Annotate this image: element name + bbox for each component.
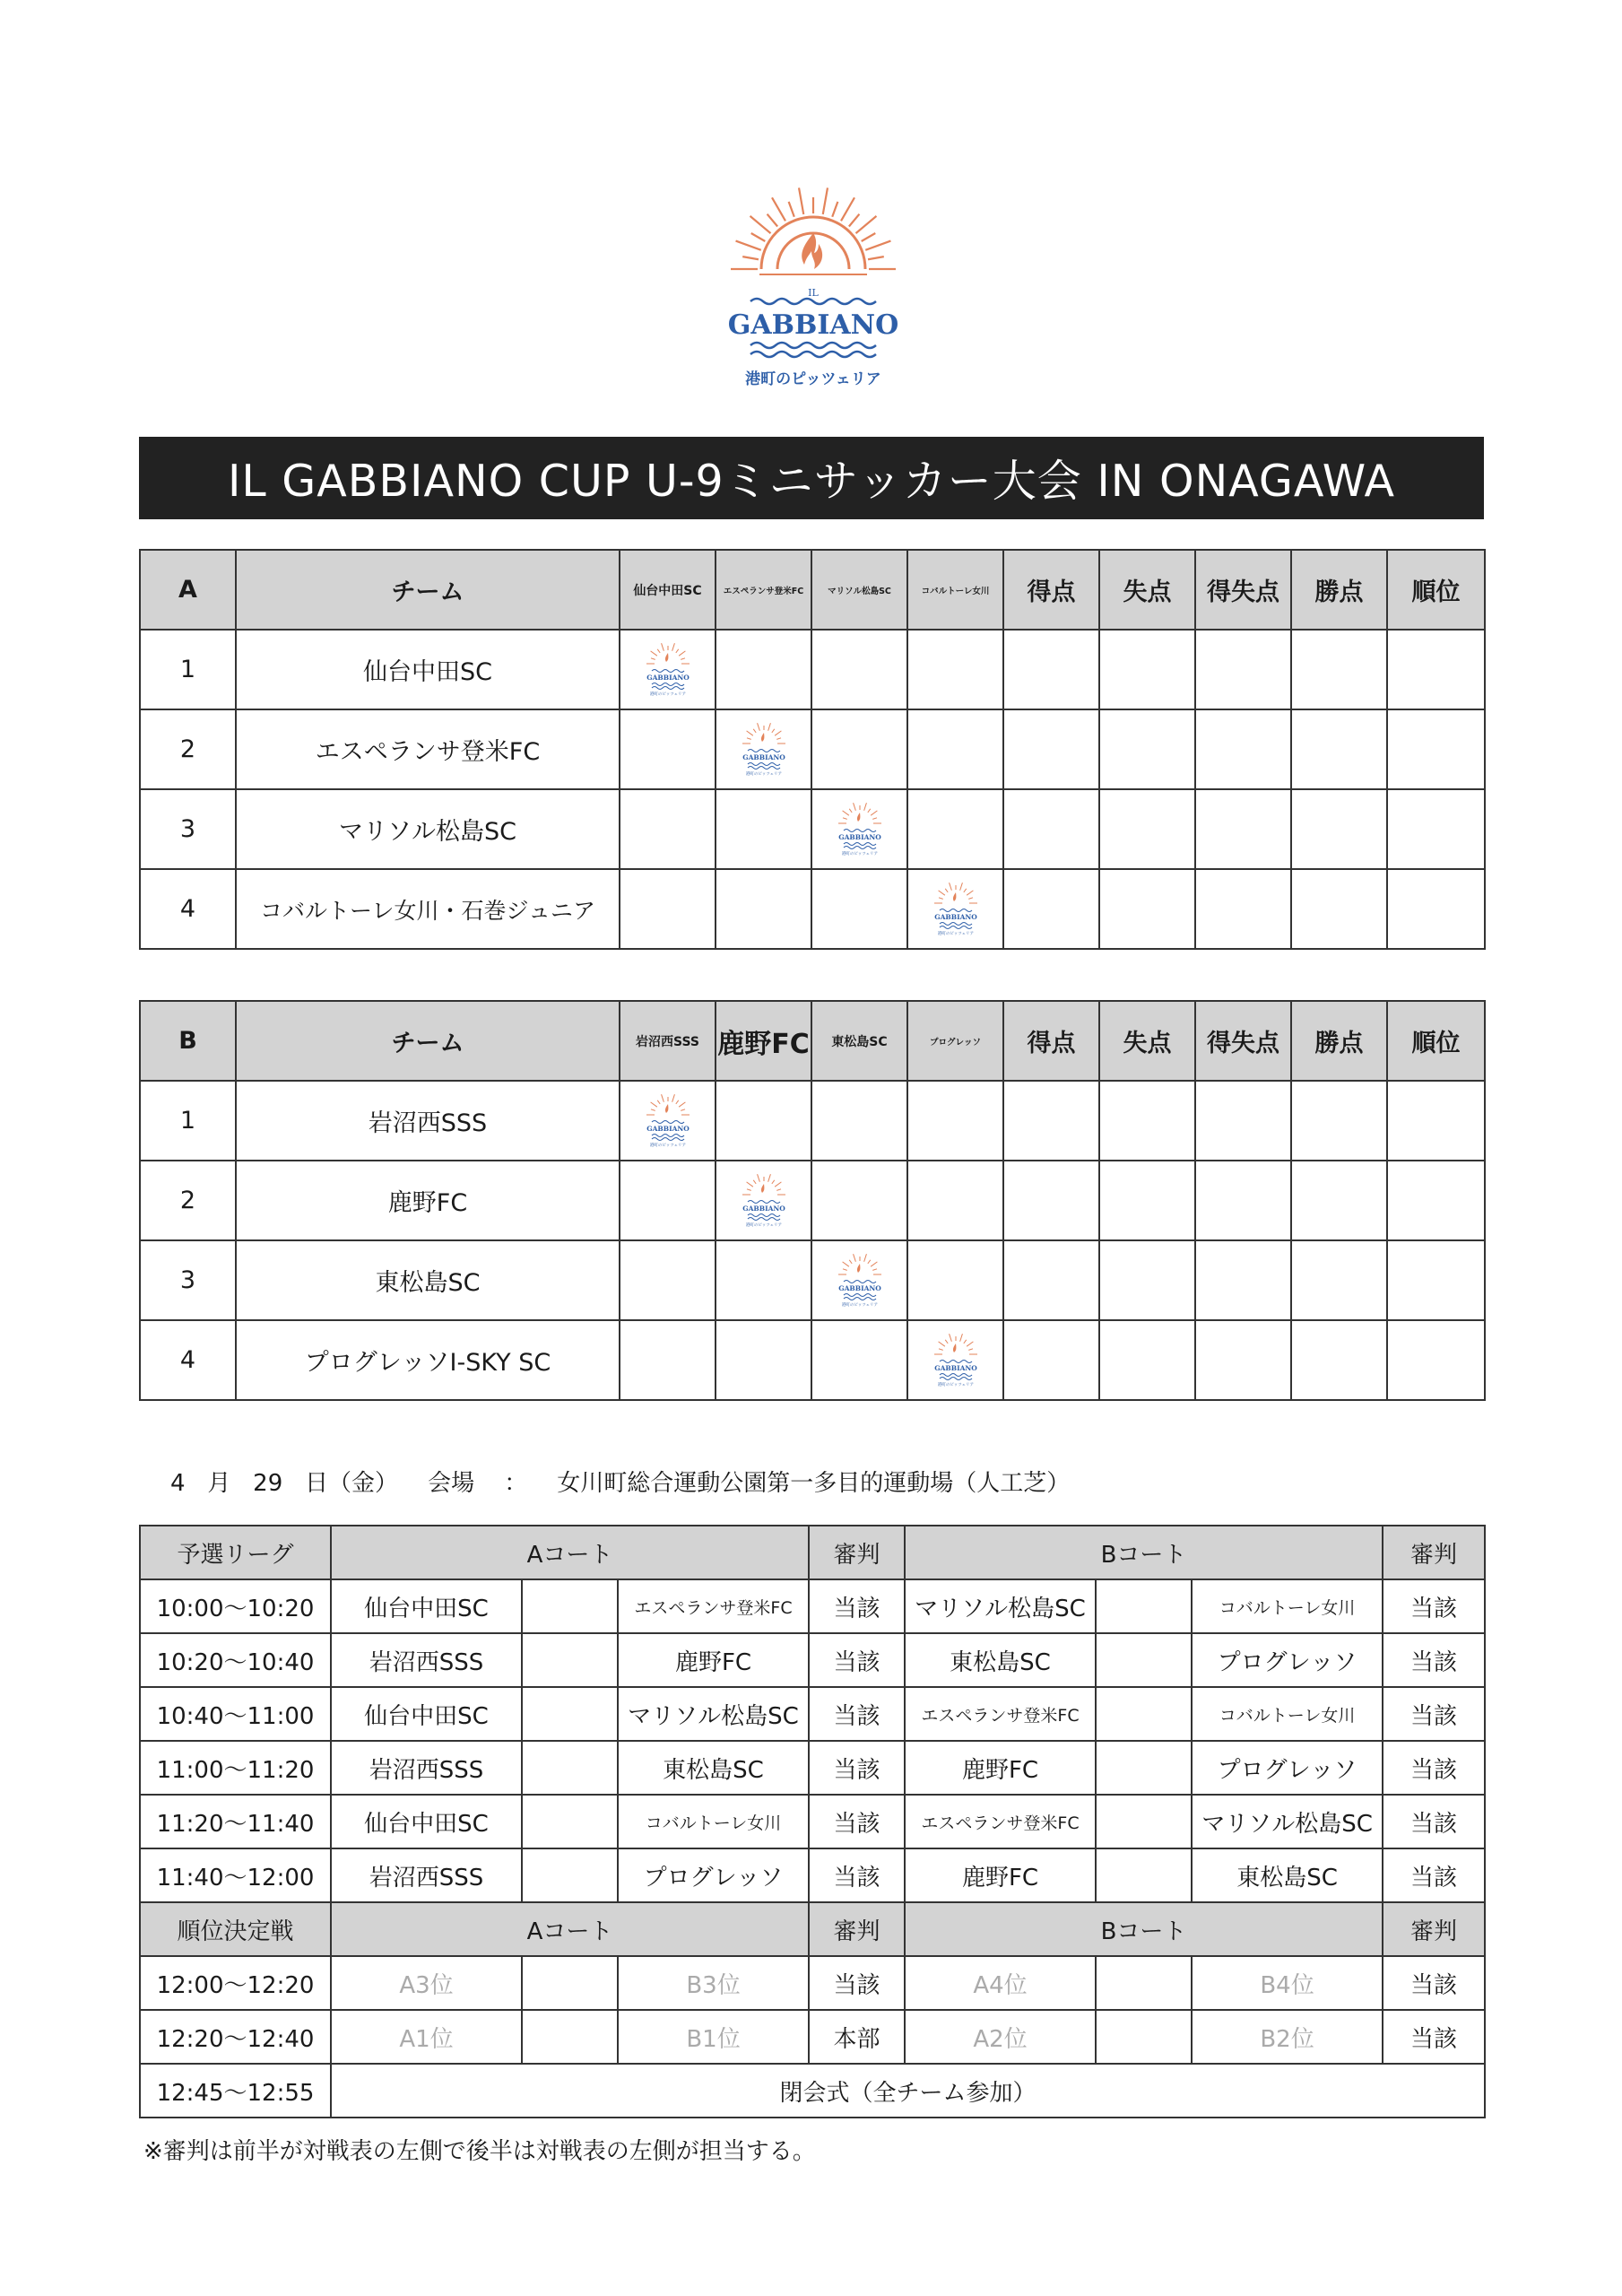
court-b-referee: 当該 <box>1383 1633 1485 1687</box>
result-cell <box>811 1161 907 1240</box>
self-match-cell <box>716 1161 811 1240</box>
court-b-team-1: マリソル松島SC <box>905 1579 1096 1633</box>
vs-header: コバルトーレ女川 <box>907 550 1003 630</box>
stat-cell <box>1195 869 1291 949</box>
gabbiano-mini-logo <box>643 1091 693 1151</box>
gabbiano-mini-logo <box>931 1331 981 1390</box>
team-column-header: チーム <box>236 1001 620 1081</box>
svg-text:GABBIANO: GABBIANO <box>646 673 690 682</box>
vs-header: 岩沼西SSS <box>620 1001 716 1081</box>
table-row <box>140 789 1485 869</box>
court-a-referee: 当該 <box>809 1741 905 1795</box>
referee-note: ※審判は前半が対戦表の左側で後半は対戦表の左側が担当する。 <box>143 2138 816 2165</box>
match-time: 11:40～12:00 <box>140 1848 331 1902</box>
court-a-team-2: コバルトーレ女川 <box>618 1795 809 1848</box>
match-time: 10:20～10:40 <box>140 1633 331 1687</box>
court-a-referee: 当該 <box>809 1848 905 1902</box>
court-b-team-2: プログレッソ <box>1192 1633 1383 1687</box>
team-column-header: チーム <box>236 550 620 630</box>
result-cell <box>811 1320 907 1400</box>
match-time: 12:20～12:40 <box>140 2010 331 2064</box>
court-a-team-1: 岩沼西SSS <box>331 1741 522 1795</box>
flame-icon <box>802 233 822 269</box>
team-name: 岩沼西SSS <box>236 1081 620 1161</box>
court-a-team-2: 鹿野FC <box>618 1633 809 1687</box>
row-number: 2 <box>140 1161 236 1240</box>
svg-text:GABBIANO: GABBIANO <box>742 752 785 761</box>
svg-text:GABBIANO: GABBIANO <box>837 832 881 841</box>
stat-cell <box>1195 1161 1291 1240</box>
stat-cell <box>1291 709 1387 789</box>
result-cell <box>907 1161 1003 1240</box>
table-row <box>140 709 1485 789</box>
row-number: 3 <box>140 1240 236 1320</box>
result-cell <box>620 1161 716 1240</box>
score-cell <box>522 1633 618 1687</box>
svg-text:港町のピッツェリア: 港町のピッツェリア <box>745 771 782 777</box>
match-row <box>140 1687 1485 1741</box>
score-cell <box>1096 1579 1192 1633</box>
match-row <box>140 2010 1485 2064</box>
court-b-team-2: マリソル松島SC <box>1192 1795 1383 1848</box>
match-time: 12:45～12:55 <box>140 2064 331 2118</box>
result-cell <box>716 869 811 949</box>
score-cell <box>1096 2010 1192 2064</box>
stat-cell <box>1003 869 1099 949</box>
table-header-row <box>140 550 1485 630</box>
result-cell <box>620 709 716 789</box>
score-cell <box>522 1741 618 1795</box>
vs-header: 仙台中田SC <box>620 550 716 630</box>
stat-cell <box>1003 1320 1099 1400</box>
court-b-team-2: コバルトーレ女川 <box>1192 1687 1383 1741</box>
result-cell <box>716 1081 811 1161</box>
svg-text:港町のピッツェリア: 港町のピッツェリア <box>937 931 974 936</box>
gabbiano-mini-logo <box>931 880 981 939</box>
stat-header: 得点 <box>1003 550 1099 630</box>
team-name: エスペランサ登米FC <box>236 709 620 789</box>
section-label: 予選リーグ <box>140 1526 331 1579</box>
self-match-cell <box>811 1240 907 1320</box>
court-b-team-1: エスペランサ登米FC <box>905 1795 1096 1848</box>
stat-cell <box>1387 1161 1485 1240</box>
result-cell <box>811 630 907 709</box>
court-a-referee: 当該 <box>809 1795 905 1848</box>
closing-row <box>140 2064 1485 2118</box>
score-cell <box>1096 1633 1192 1687</box>
svg-text:GABBIANO: GABBIANO <box>933 912 977 921</box>
stat-cell <box>1195 1240 1291 1320</box>
stat-header: 失点 <box>1099 1001 1195 1081</box>
stat-cell <box>1387 1081 1485 1161</box>
result-cell <box>620 789 716 869</box>
vs-header: エスペランサ登米FC <box>716 550 811 630</box>
court-b-team-1: A4位 <box>905 1956 1096 2010</box>
court-b-referee: 当該 <box>1383 1579 1485 1633</box>
court-b-team-2: プログレッソ <box>1192 1741 1383 1795</box>
gabbiano-logo <box>706 179 921 413</box>
court-a-team-2: マリソル松島SC <box>618 1687 809 1741</box>
svg-text:GABBIANO: GABBIANO <box>646 1124 690 1133</box>
stat-cell <box>1099 869 1195 949</box>
court-b-team-2: 東松島SC <box>1192 1848 1383 1902</box>
gabbiano-mini-logo <box>835 800 885 859</box>
court-b-team-1: エスペランサ登米FC <box>905 1687 1096 1741</box>
score-cell <box>1096 1956 1192 2010</box>
event-month: 4 <box>170 1470 186 1497</box>
stat-cell <box>1099 630 1195 709</box>
stat-cell <box>1099 709 1195 789</box>
court-b-team-1: 鹿野FC <box>905 1848 1096 1902</box>
result-cell <box>907 630 1003 709</box>
court-a-referee: 当該 <box>809 1687 905 1741</box>
court-b-team-1: 鹿野FC <box>905 1741 1096 1795</box>
row-number: 1 <box>140 630 236 709</box>
stat-cell <box>1003 1081 1099 1161</box>
group-a-table <box>139 549 1486 950</box>
stat-cell <box>1291 1320 1387 1400</box>
stat-cell <box>1099 1161 1195 1240</box>
result-cell <box>716 789 811 869</box>
result-cell <box>907 789 1003 869</box>
stat-cell <box>1291 1161 1387 1240</box>
match-row <box>140 1956 1485 2010</box>
svg-text:GABBIANO: GABBIANO <box>742 1204 785 1213</box>
court-a-team-1: 仙台中田SC <box>331 1795 522 1848</box>
stat-header: 失点 <box>1099 550 1195 630</box>
stat-cell <box>1291 1240 1387 1320</box>
venue-label: 会場 <box>428 1470 475 1497</box>
result-cell <box>811 709 907 789</box>
score-cell <box>1096 1795 1192 1848</box>
court-a-team-1: 仙台中田SC <box>331 1579 522 1633</box>
closing-ceremony: 閉会式（全チーム参加） <box>331 2064 1485 2118</box>
court-b-referee: 当該 <box>1383 1795 1485 1848</box>
court-a-team-2: B1位 <box>618 2010 809 2064</box>
court-b-team-2: コバルトーレ女川 <box>1192 1579 1383 1633</box>
score-cell <box>522 1579 618 1633</box>
court-a-team-1: A1位 <box>331 2010 522 2064</box>
court-a-referee: 本部 <box>809 2010 905 2064</box>
stat-cell <box>1387 789 1485 869</box>
team-name: コバルトーレ女川・石巻ジュニア <box>236 869 620 949</box>
svg-text:GABBIANO: GABBIANO <box>727 309 899 341</box>
table-row <box>140 869 1485 949</box>
score-cell <box>522 2010 618 2064</box>
team-name: マリソル松島SC <box>236 789 620 869</box>
referee-header: 審判 <box>809 1902 905 1956</box>
result-cell <box>907 1081 1003 1161</box>
row-number: 1 <box>140 1081 236 1161</box>
stat-cell <box>1387 1320 1485 1400</box>
table-row <box>140 1240 1485 1320</box>
court-a-team-1: 岩沼西SSS <box>331 1848 522 1902</box>
stat-cell <box>1099 1081 1195 1161</box>
stat-cell <box>1291 1081 1387 1161</box>
court-a-header: Aコート <box>331 1902 809 1956</box>
self-match-cell <box>620 630 716 709</box>
stat-cell <box>1387 709 1485 789</box>
court-a-team-2: プログレッソ <box>618 1848 809 1902</box>
svg-text:港町のピッツェリア: 港町のピッツェリア <box>745 1222 782 1228</box>
result-cell <box>716 1240 811 1320</box>
stat-header: 順位 <box>1387 550 1485 630</box>
court-b-team-1: A2位 <box>905 2010 1096 2064</box>
stat-cell <box>1195 1320 1291 1400</box>
score-cell <box>522 1795 618 1848</box>
group-label: A <box>140 550 236 630</box>
referee-header: 審判 <box>809 1526 905 1579</box>
match-time: 10:40～11:00 <box>140 1687 331 1741</box>
stat-cell <box>1003 1161 1099 1240</box>
match-time: 12:00～12:20 <box>140 1956 331 2010</box>
match-row <box>140 1795 1485 1848</box>
court-b-referee: 当該 <box>1383 1848 1485 1902</box>
stat-cell <box>1291 789 1387 869</box>
court-a-referee: 当該 <box>809 1633 905 1687</box>
court-a-team-1: A3位 <box>331 1956 522 2010</box>
vs-header: 鹿野FC <box>716 1001 811 1081</box>
match-time: 11:00～11:20 <box>140 1741 331 1795</box>
court-b-referee: 当該 <box>1383 1687 1485 1741</box>
gabbiano-mini-logo <box>739 1171 789 1231</box>
vs-header: マリソル松島SC <box>811 550 907 630</box>
score-cell <box>522 1848 618 1902</box>
stat-header: 勝点 <box>1291 550 1387 630</box>
court-b-header: Bコート <box>905 1526 1383 1579</box>
stat-cell <box>1195 1081 1291 1161</box>
self-match-cell <box>907 869 1003 949</box>
score-cell <box>522 1687 618 1741</box>
court-a-team-2: 東松島SC <box>618 1741 809 1795</box>
match-row <box>140 1633 1485 1687</box>
match-row <box>140 1741 1485 1795</box>
table-row <box>140 1081 1485 1161</box>
day-unit: 日（金） <box>305 1470 399 1497</box>
stat-cell <box>1195 630 1291 709</box>
result-cell <box>907 709 1003 789</box>
court-a-team-2: B3位 <box>618 1956 809 2010</box>
court-b-team-2: B4位 <box>1192 1956 1383 2010</box>
row-number: 4 <box>140 1320 236 1400</box>
result-cell <box>620 1240 716 1320</box>
table-row <box>140 630 1485 709</box>
row-number: 2 <box>140 709 236 789</box>
match-row <box>140 1579 1485 1633</box>
stat-cell <box>1387 869 1485 949</box>
stat-cell <box>1195 709 1291 789</box>
group-label: B <box>140 1001 236 1081</box>
self-match-cell <box>716 709 811 789</box>
court-a-referee: 当該 <box>809 1579 905 1633</box>
month-unit: 月 <box>207 1470 231 1497</box>
schedule-header-row <box>140 1902 1485 1956</box>
svg-text:港町のピッツェリア: 港町のピッツェリア <box>937 1382 974 1387</box>
venue-colon: ： <box>504 1470 528 1497</box>
result-cell <box>620 1320 716 1400</box>
self-match-cell <box>811 789 907 869</box>
section-label: 順位決定戦 <box>140 1902 331 1956</box>
team-name: プログレッソI-SKY SC <box>236 1320 620 1400</box>
svg-text:港町のピッツェリア: 港町のピッツェリア <box>649 691 686 697</box>
page-title: IL GABBIANO CUP U-9ミニサッカー大会 IN ONAGAWA <box>139 437 1484 519</box>
schedule-header-row <box>140 1526 1485 1579</box>
svg-text:港町のピッツェリア: 港町のピッツェリア <box>649 1143 686 1148</box>
table-header-row <box>140 1001 1485 1081</box>
self-match-cell <box>907 1320 1003 1400</box>
result-cell <box>811 1081 907 1161</box>
match-row <box>140 1848 1485 1902</box>
self-match-cell <box>620 1081 716 1161</box>
match-time: 10:00～10:20 <box>140 1579 331 1633</box>
stat-header: 得失点 <box>1195 1001 1291 1081</box>
svg-text:GABBIANO: GABBIANO <box>837 1283 881 1292</box>
score-cell <box>1096 1687 1192 1741</box>
result-cell <box>811 869 907 949</box>
svg-text:IL: IL <box>808 287 819 299</box>
match-schedule-table <box>139 1525 1486 2118</box>
referee-header: 審判 <box>1383 1902 1485 1956</box>
court-b-header: Bコート <box>905 1902 1383 1956</box>
stat-cell <box>1387 1240 1485 1320</box>
svg-text:港町のピッツェリア: 港町のピッツェリア <box>841 1302 878 1308</box>
stat-cell <box>1003 789 1099 869</box>
court-b-team-2: B2位 <box>1192 2010 1383 2064</box>
score-cell <box>1096 1848 1192 1902</box>
stat-header: 得失点 <box>1195 550 1291 630</box>
stat-header: 勝点 <box>1291 1001 1387 1081</box>
stat-cell <box>1291 630 1387 709</box>
team-name: 鹿野FC <box>236 1161 620 1240</box>
referee-header: 審判 <box>1383 1526 1485 1579</box>
stat-header: 順位 <box>1387 1001 1485 1081</box>
result-cell <box>716 630 811 709</box>
gabbiano-mini-logo <box>643 640 693 700</box>
result-cell <box>620 869 716 949</box>
stat-cell <box>1003 1240 1099 1320</box>
venue-name: 女川町総合運動公園第一多目的運動場（人工芝） <box>557 1470 1071 1497</box>
gabbiano-mini-logo <box>835 1251 885 1310</box>
stat-header: 得点 <box>1003 1001 1099 1081</box>
row-number: 4 <box>140 869 236 949</box>
stat-cell <box>1099 1320 1195 1400</box>
svg-text:GABBIANO: GABBIANO <box>933 1363 977 1372</box>
svg-text:港町のピッツェリア: 港町のピッツェリア <box>745 370 881 388</box>
court-a-team-1: 岩沼西SSS <box>331 1633 522 1687</box>
group-b-table <box>139 1000 1486 1401</box>
result-cell <box>716 1320 811 1400</box>
svg-text:港町のピッツェリア: 港町のピッツェリア <box>841 851 878 857</box>
gabbiano-mini-logo <box>739 720 789 779</box>
table-row <box>140 1320 1485 1400</box>
vs-header: プログレッソ <box>907 1001 1003 1081</box>
court-a-header: Aコート <box>331 1526 809 1579</box>
team-name: 仙台中田SC <box>236 630 620 709</box>
stat-cell <box>1099 1240 1195 1320</box>
court-b-referee: 当該 <box>1383 1741 1485 1795</box>
result-cell <box>907 1240 1003 1320</box>
court-a-team-1: 仙台中田SC <box>331 1687 522 1741</box>
stat-cell <box>1195 789 1291 869</box>
event-day: 29 <box>253 1470 283 1497</box>
stat-cell <box>1003 709 1099 789</box>
court-b-team-1: 東松島SC <box>905 1633 1096 1687</box>
table-row <box>140 1161 1485 1240</box>
team-name: 東松島SC <box>236 1240 620 1320</box>
stat-cell <box>1387 630 1485 709</box>
score-cell <box>522 1956 618 2010</box>
venue-line <box>170 1465 1070 1498</box>
court-b-referee: 当該 <box>1383 1956 1485 2010</box>
court-a-referee: 当該 <box>809 1956 905 2010</box>
court-b-referee: 当該 <box>1383 2010 1485 2064</box>
stat-cell <box>1003 630 1099 709</box>
score-cell <box>1096 1741 1192 1795</box>
vs-header: 東松島SC <box>811 1001 907 1081</box>
match-time: 11:20～11:40 <box>140 1795 331 1848</box>
stat-cell <box>1099 789 1195 869</box>
row-number: 3 <box>140 789 236 869</box>
stat-cell <box>1291 869 1387 949</box>
court-a-team-2: エスペランサ登米FC <box>618 1579 809 1633</box>
